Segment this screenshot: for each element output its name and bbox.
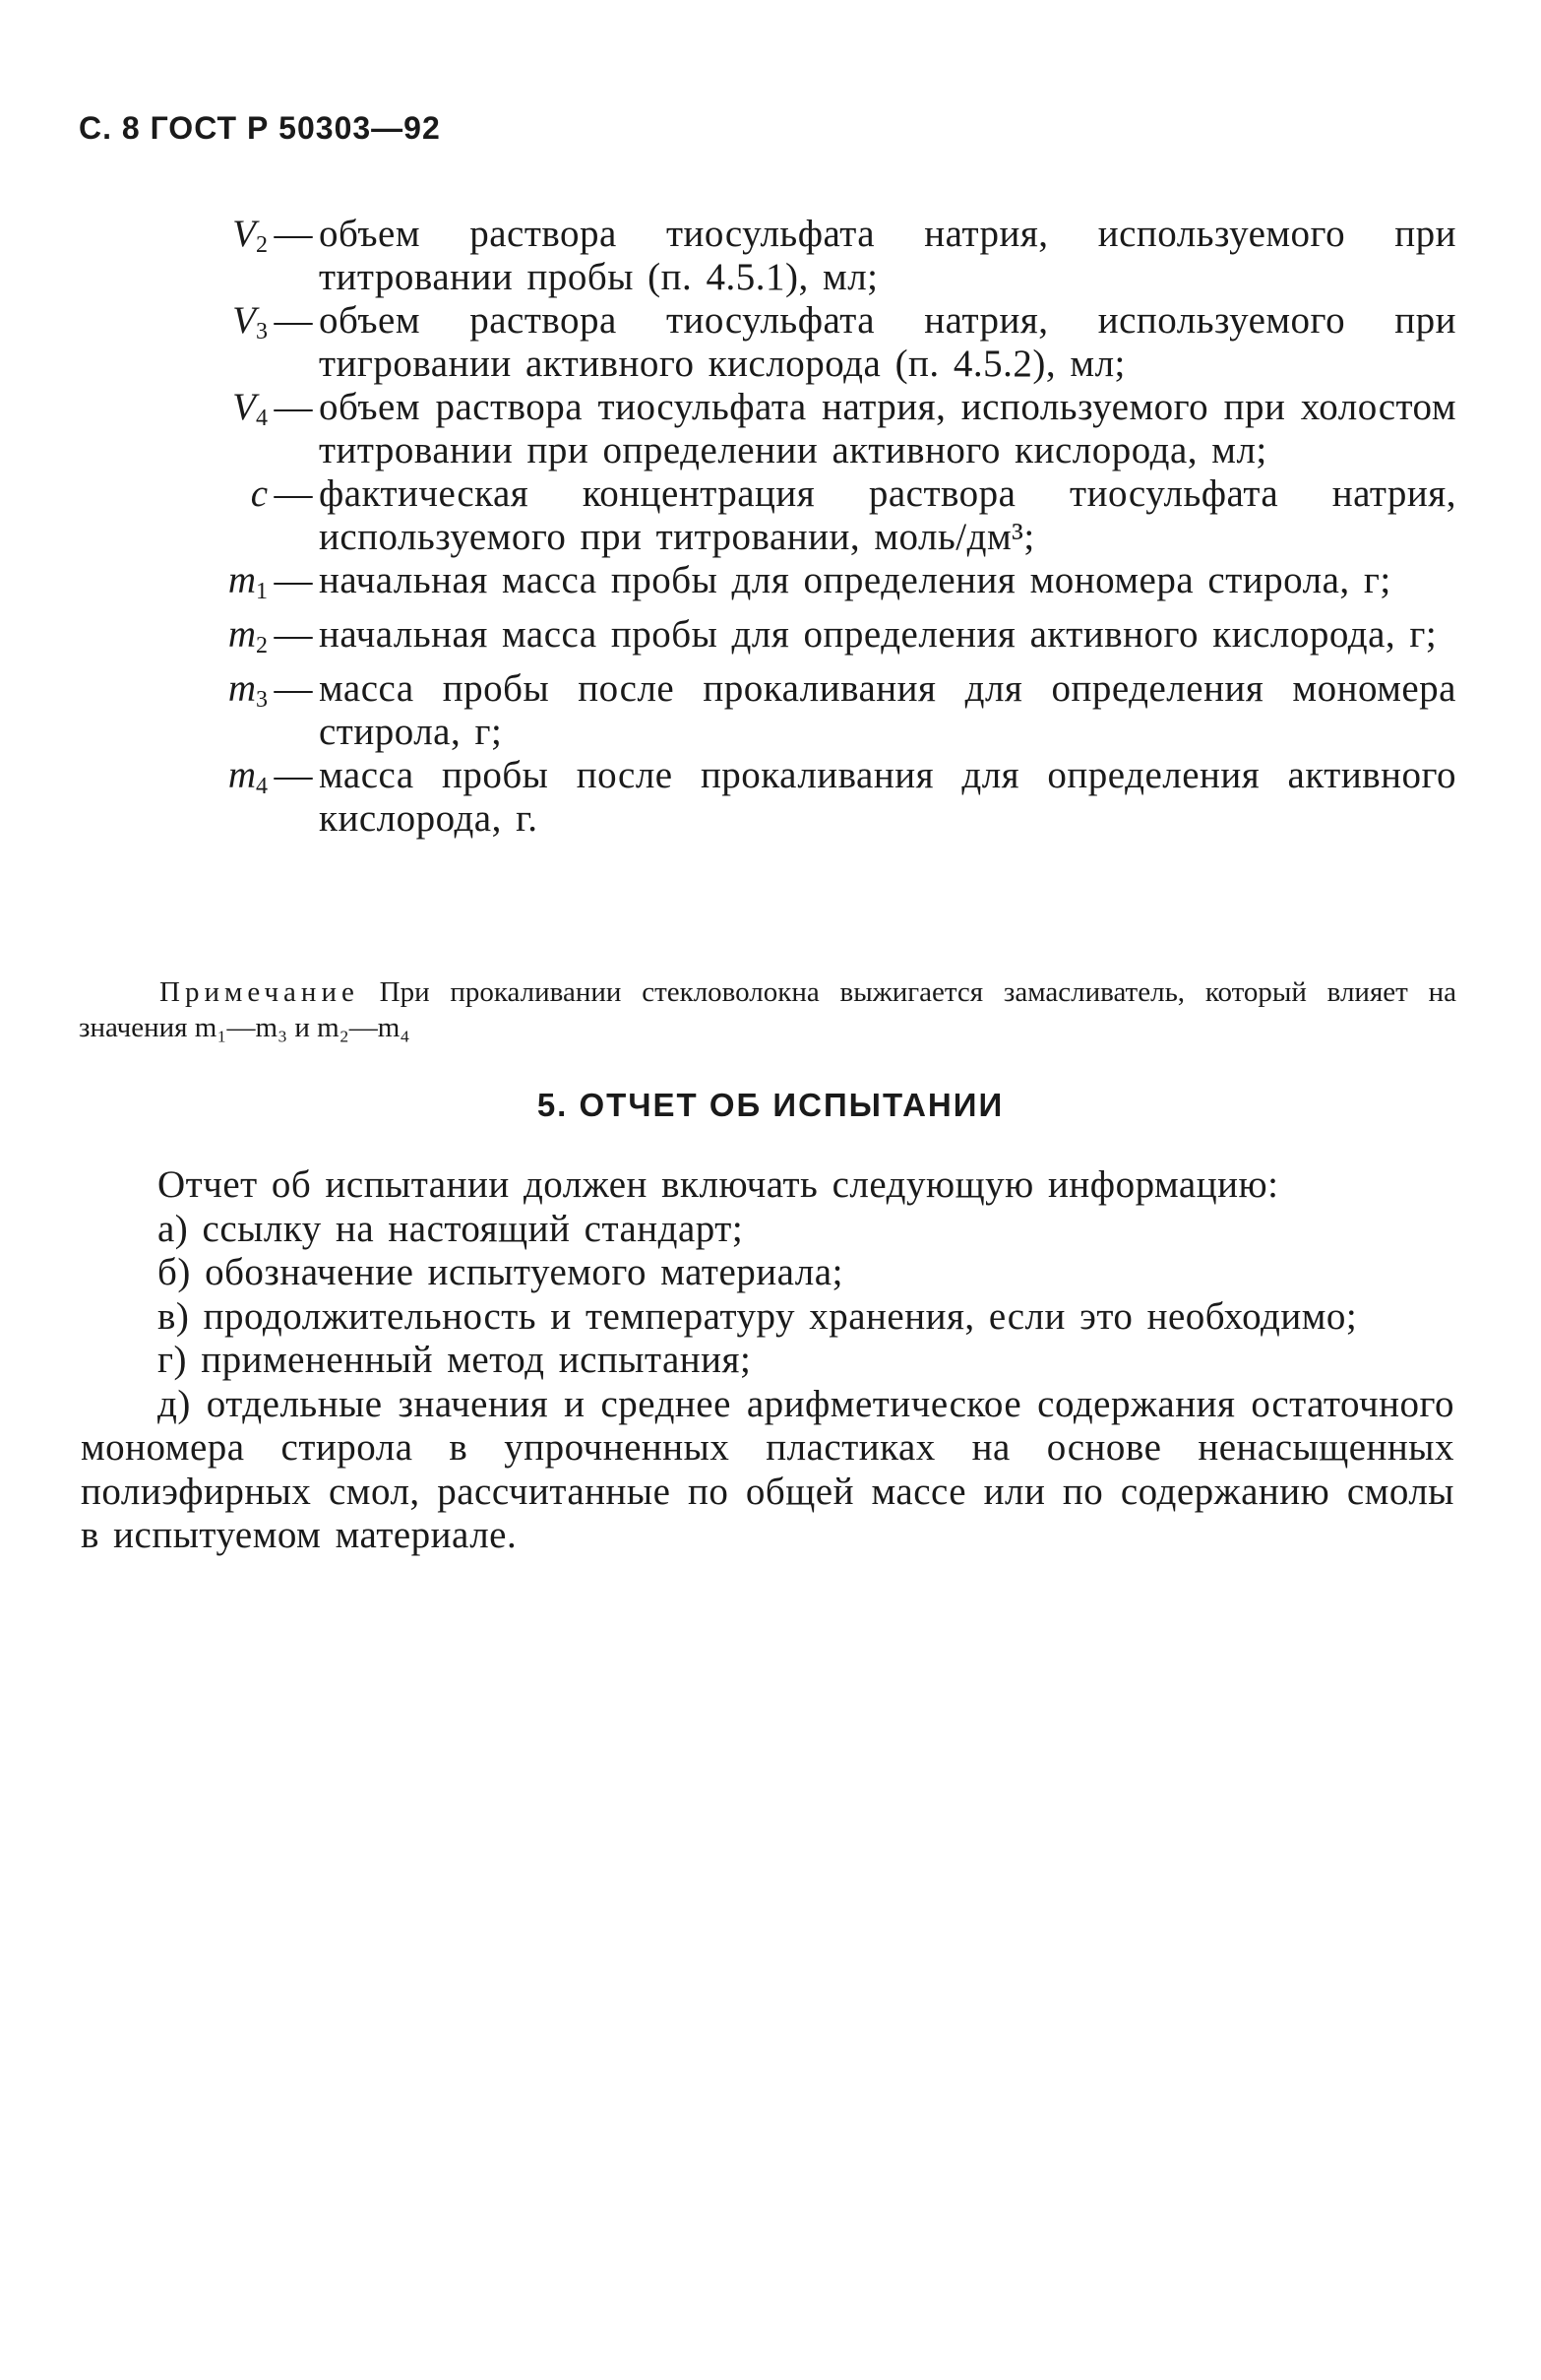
definition-item: [138, 667, 1456, 754]
definition-item: [138, 472, 1456, 559]
definition-symbol: $m_3$: [227, 667, 268, 713]
definition-dash: —: [274, 754, 313, 796]
report-list-item: а) ссылку на настоящий стандарт;: [157, 1207, 744, 1250]
definition-text: объем раствора тиосульфата натрия, используемого при титровании пробы (п. 4.5.1), мл;: [319, 213, 1456, 298]
definition-text: масса пробы после прокаливания для определения мономера стирола, г;: [319, 667, 1456, 753]
definition-item: [138, 559, 1456, 613]
definition-text: масса пробы после прокаливания для определения активного кислорода, г.: [319, 754, 1456, 840]
definition-item: [138, 213, 1456, 299]
definition-dash: —: [274, 472, 313, 515]
definition-dash: —: [274, 559, 313, 601]
definition-dash: —: [274, 299, 313, 342]
section-title: 5. ОТЧЕТ ОБ ИСПЫТАНИИ: [536, 1087, 1005, 1123]
definition-symbol: $m_2$: [227, 613, 268, 658]
report-intro: Отчет об испытании должен включать следующую информацию:: [157, 1163, 1279, 1206]
definition-text: начальная масса пробы для определения активного кислорода, г;: [319, 613, 1438, 656]
definition-text: фактическая концентрация раствора тиосульфата натрия, используемого при титровании, моль/дм³;: [319, 472, 1456, 558]
note: [79, 974, 1456, 1045]
definition-item: [138, 754, 1456, 841]
report-list-item: г) примененный метод испытания;: [157, 1339, 752, 1381]
definition-item: [138, 386, 1456, 472]
definition-text: объем раствора тиосульфата натрия, используемого при тигровании активного кислорода (п. 4.5.2), мл;: [319, 299, 1456, 385]
definition-symbol: $m_1$: [227, 559, 268, 604]
definition-symbol: $m_4$: [227, 754, 268, 799]
definition-item: [138, 613, 1456, 667]
definition-dash: —: [274, 213, 313, 255]
definition-text: объем раствора тиосульфата натрия, используемого при холостом титровании при определении активного кислорода, мл;: [319, 386, 1456, 471]
definition-symbol: $V_3$: [232, 299, 268, 344]
definition-dash: —: [274, 386, 313, 428]
report-list-item: д) отдельные значения и среднее арифметическое содержания остаточного мономера стирола в упрочненных пластиках на основе ненасыщенных полиэфирных смол, рассчитанные по общей массе или по содержанию смолы в испытуемом материале.: [81, 1382, 1454, 1556]
report-list-item: в) продолжительность и температуру хранения, если это необходимо;: [157, 1294, 1358, 1338]
definition-text: начальная масса пробы для определения мономера стирола, г;: [319, 559, 1391, 601]
definition-item: [138, 299, 1456, 386]
running-title: С. 8 ГОСТ Р 50303—92: [79, 110, 441, 146]
note-text: При прокаливании стекловолокна выжигается замасливатель, который влияет на значения m₁—m₃ и m₂—m₄: [79, 976, 1457, 1043]
definition-symbol: $V_2$: [232, 213, 268, 258]
report-section-body: [81, 1163, 1454, 1558]
note-label: Примечание: [159, 976, 359, 1008]
definition-dash: —: [274, 667, 313, 710]
definition-dash: —: [274, 613, 313, 656]
definition-symbol: $V_4$: [232, 386, 268, 431]
definitions-list: [138, 213, 1456, 841]
report-list-item: б) обозначение испытуемого материала;: [157, 1251, 843, 1293]
definition-symbol: c: [250, 472, 268, 515]
